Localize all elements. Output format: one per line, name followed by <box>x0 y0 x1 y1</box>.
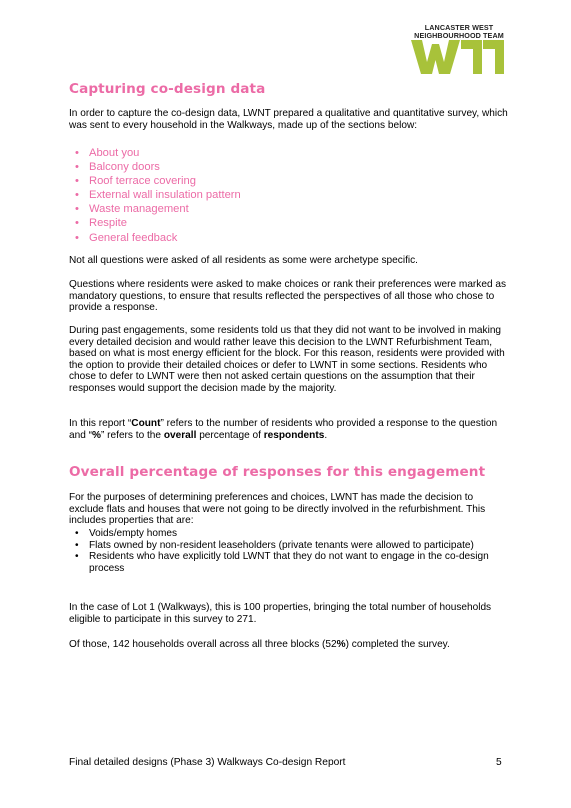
excluded-properties-list <box>69 528 509 574</box>
section-heading-capturing: Capturing co-design data <box>69 81 266 97</box>
list-item: • Voids/empty homes <box>69 528 509 540</box>
lancaster-west-logo <box>408 24 510 76</box>
list-item: • Roof terrace covering <box>69 174 509 188</box>
excluded-properties-list-wrap <box>69 528 509 574</box>
mandatory-questions-paragraph: Questions where residents were asked to make choices or rank their preferences were marked as mandatory questions, to ensure that results reflected the perspectives of all those who chose to provide a response. <box>69 279 507 314</box>
count-definition-paragraph: In this report “Count” refers to the number of residents who provided a response to the question and “%” refers to the overall percentage of respondents. <box>69 418 498 441</box>
completion-paragraph: Of those, 142 households overall across all three blocks (52%) completed the survey. <box>69 639 450 650</box>
section-heading-overall-percentage: Overall percentage of responses for this engagement <box>69 464 486 480</box>
paragraph-wrap <box>69 418 509 441</box>
paragraph-wrap <box>69 639 509 651</box>
intro-paragraph: In order to capture the co-design data, LWNT prepared a qualitative and quantitative survey, which was sent to every household in the Walkways, made up of the sections below: <box>69 108 508 131</box>
list-item: • Respite <box>69 216 509 230</box>
section-heading-wrap <box>69 464 509 480</box>
list-item: • About you <box>69 146 509 160</box>
survey-sections-list-wrap <box>69 146 509 245</box>
paragraph-wrap <box>69 492 509 527</box>
archetype-paragraph: Not all questions were asked of all residents as some were archetype specific. <box>69 255 418 266</box>
paragraph-wrap <box>69 325 509 395</box>
section-heading-wrap <box>69 81 509 97</box>
paragraph-wrap <box>69 602 509 625</box>
list-item: • Balcony doors <box>69 160 509 174</box>
list-item: • Waste management <box>69 202 509 216</box>
list-item: • Flats owned by non-resident leaseholders (private tenants were allowed to participate) <box>69 540 509 552</box>
intro-paragraph-wrap <box>69 108 509 131</box>
logo-line-2: NEIGHBOURHOOD TEAM <box>414 31 504 40</box>
defer-paragraph: During past engagements, some residents told us that they did not want to be involved in making every detailed decision and would rather leave this decision to the LWNT Refurbishment Team, based on what is most energy efficient for the block. For this reason, residents were provided with the option to provide their detailed choices or defer to LWNT in some sections. Residents who chose to defer to LWNT were then not asked certain questions on the assumption that their responses would support the decision made by the majority. <box>69 325 505 394</box>
page-number: 5 <box>496 757 502 768</box>
list-item: • Residents who have explicitly told LWNT that they do not want to engage in the co-design process <box>69 551 509 574</box>
list-item: • External wall insulation pattern <box>69 188 509 202</box>
survey-sections-list <box>69 146 509 245</box>
list-item: • General feedback <box>69 231 509 245</box>
paragraph-wrap <box>69 255 509 267</box>
exclusion-paragraph: For the purposes of determining preferences and choices, LWNT has made the decision to exclude flats and houses that were not going to be directly involved in the refurbishment. This includes properties that are: <box>69 492 486 527</box>
lot-paragraph: In the case of Lot 1 (Walkways), this is 100 properties, bringing the total number of households eligible to participate in this survey to 271. <box>69 602 492 625</box>
paragraph-wrap <box>69 279 509 314</box>
footer-title: Final detailed designs (Phase 3) Walkways Co-design Report <box>69 757 346 768</box>
logo-line-1: LANCASTER WEST <box>424 23 494 32</box>
w11-logo-mark <box>411 40 507 74</box>
